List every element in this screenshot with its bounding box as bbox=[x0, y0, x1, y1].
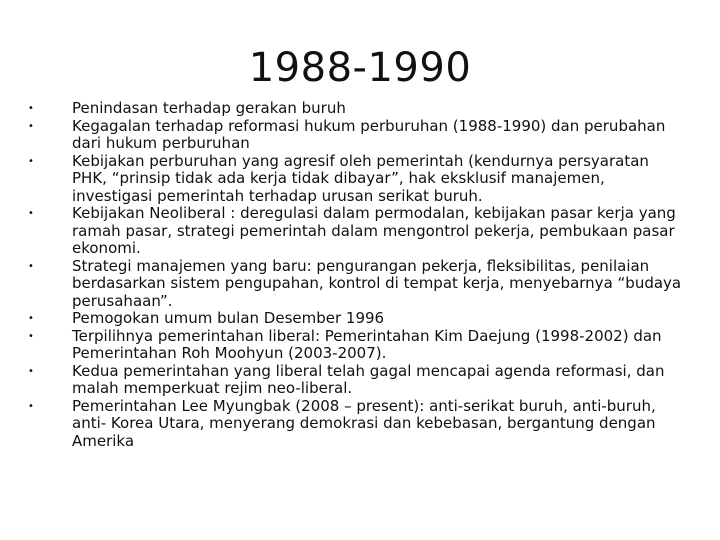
bullet-text: Kedua pemerintahan yang liberal telah gagal mencapai agenda reformasi, dan malah memperkuat rejim neo-liberal. bbox=[72, 361, 665, 397]
bullet-text: Kebijakan Neoliberal : deregulasi dalam permodalan, kebijakan pasar kerja yang ramah pasar, strategi pemerintah dalam mengontrol pekerja, pembukaan pasar ekonomi. bbox=[72, 204, 676, 257]
bullet-text: Kebijakan perburuhan yang agresif oleh pemerintah (kendurnya persyaratan PHK, “prinsip tidak ada kerja tidak dibayar”, hak eksklusif manajemen, investigasi pemerintah terhadap urusan serikat buruh. bbox=[72, 151, 649, 205]
bullet-dot: • bbox=[28, 260, 34, 272]
bullet-item bbox=[28, 398, 688, 451]
bullet-item bbox=[28, 328, 688, 363]
bullet-text: Pemerintahan Lee Myungbak (2008 – present): anti-serikat buruh, anti-buruh, anti- Korea Utara, menyerang demokrasi dan kebebasan, bergantung dengan Amerika bbox=[72, 396, 656, 450]
bullet-item bbox=[28, 118, 688, 153]
bullet-item bbox=[28, 363, 688, 398]
bullet-item bbox=[28, 100, 688, 118]
bullet-text: Kegagalan terhadap reformasi hukum perburuhan (1988-1990) dan perubahan dari hukum perburuhan bbox=[72, 116, 666, 152]
bullet-dot: • bbox=[28, 155, 34, 167]
bullet-item bbox=[28, 205, 688, 258]
bullet-dot: • bbox=[28, 400, 34, 412]
bullet-item bbox=[28, 310, 688, 328]
bullet-text: Pemogokan umum bulan Desember 1996 bbox=[72, 309, 385, 327]
bullet-dot: • bbox=[28, 313, 34, 324]
slide-title: 1988-1990 bbox=[248, 45, 472, 91]
bullet-text: Penindasan terhadap gerakan buruh bbox=[72, 99, 346, 117]
bullet-list bbox=[28, 100, 688, 450]
bullet-dot: • bbox=[28, 208, 34, 219]
bullet-item bbox=[28, 258, 688, 311]
bullet-item bbox=[28, 153, 688, 206]
bullet-dot: • bbox=[28, 103, 34, 114]
bullet-text: Strategi manajemen yang baru: pengurangan pekerja, fleksibilitas, penilaian berdasarkan sistem pengupahan, kontrol di tempat kerja, menyebarnya “budaya perusahaan”. bbox=[72, 256, 682, 310]
bullet-dot: • bbox=[28, 330, 34, 342]
bullet-dot: • bbox=[28, 120, 34, 132]
bullet-dot: • bbox=[28, 365, 34, 377]
bullet-text: Terpilihnya pemerintahan liberal: Pemerintahan Kim Daejung (1998-2002) dan Pemerintahan Roh Moohyun (2003-2007). bbox=[72, 326, 662, 362]
